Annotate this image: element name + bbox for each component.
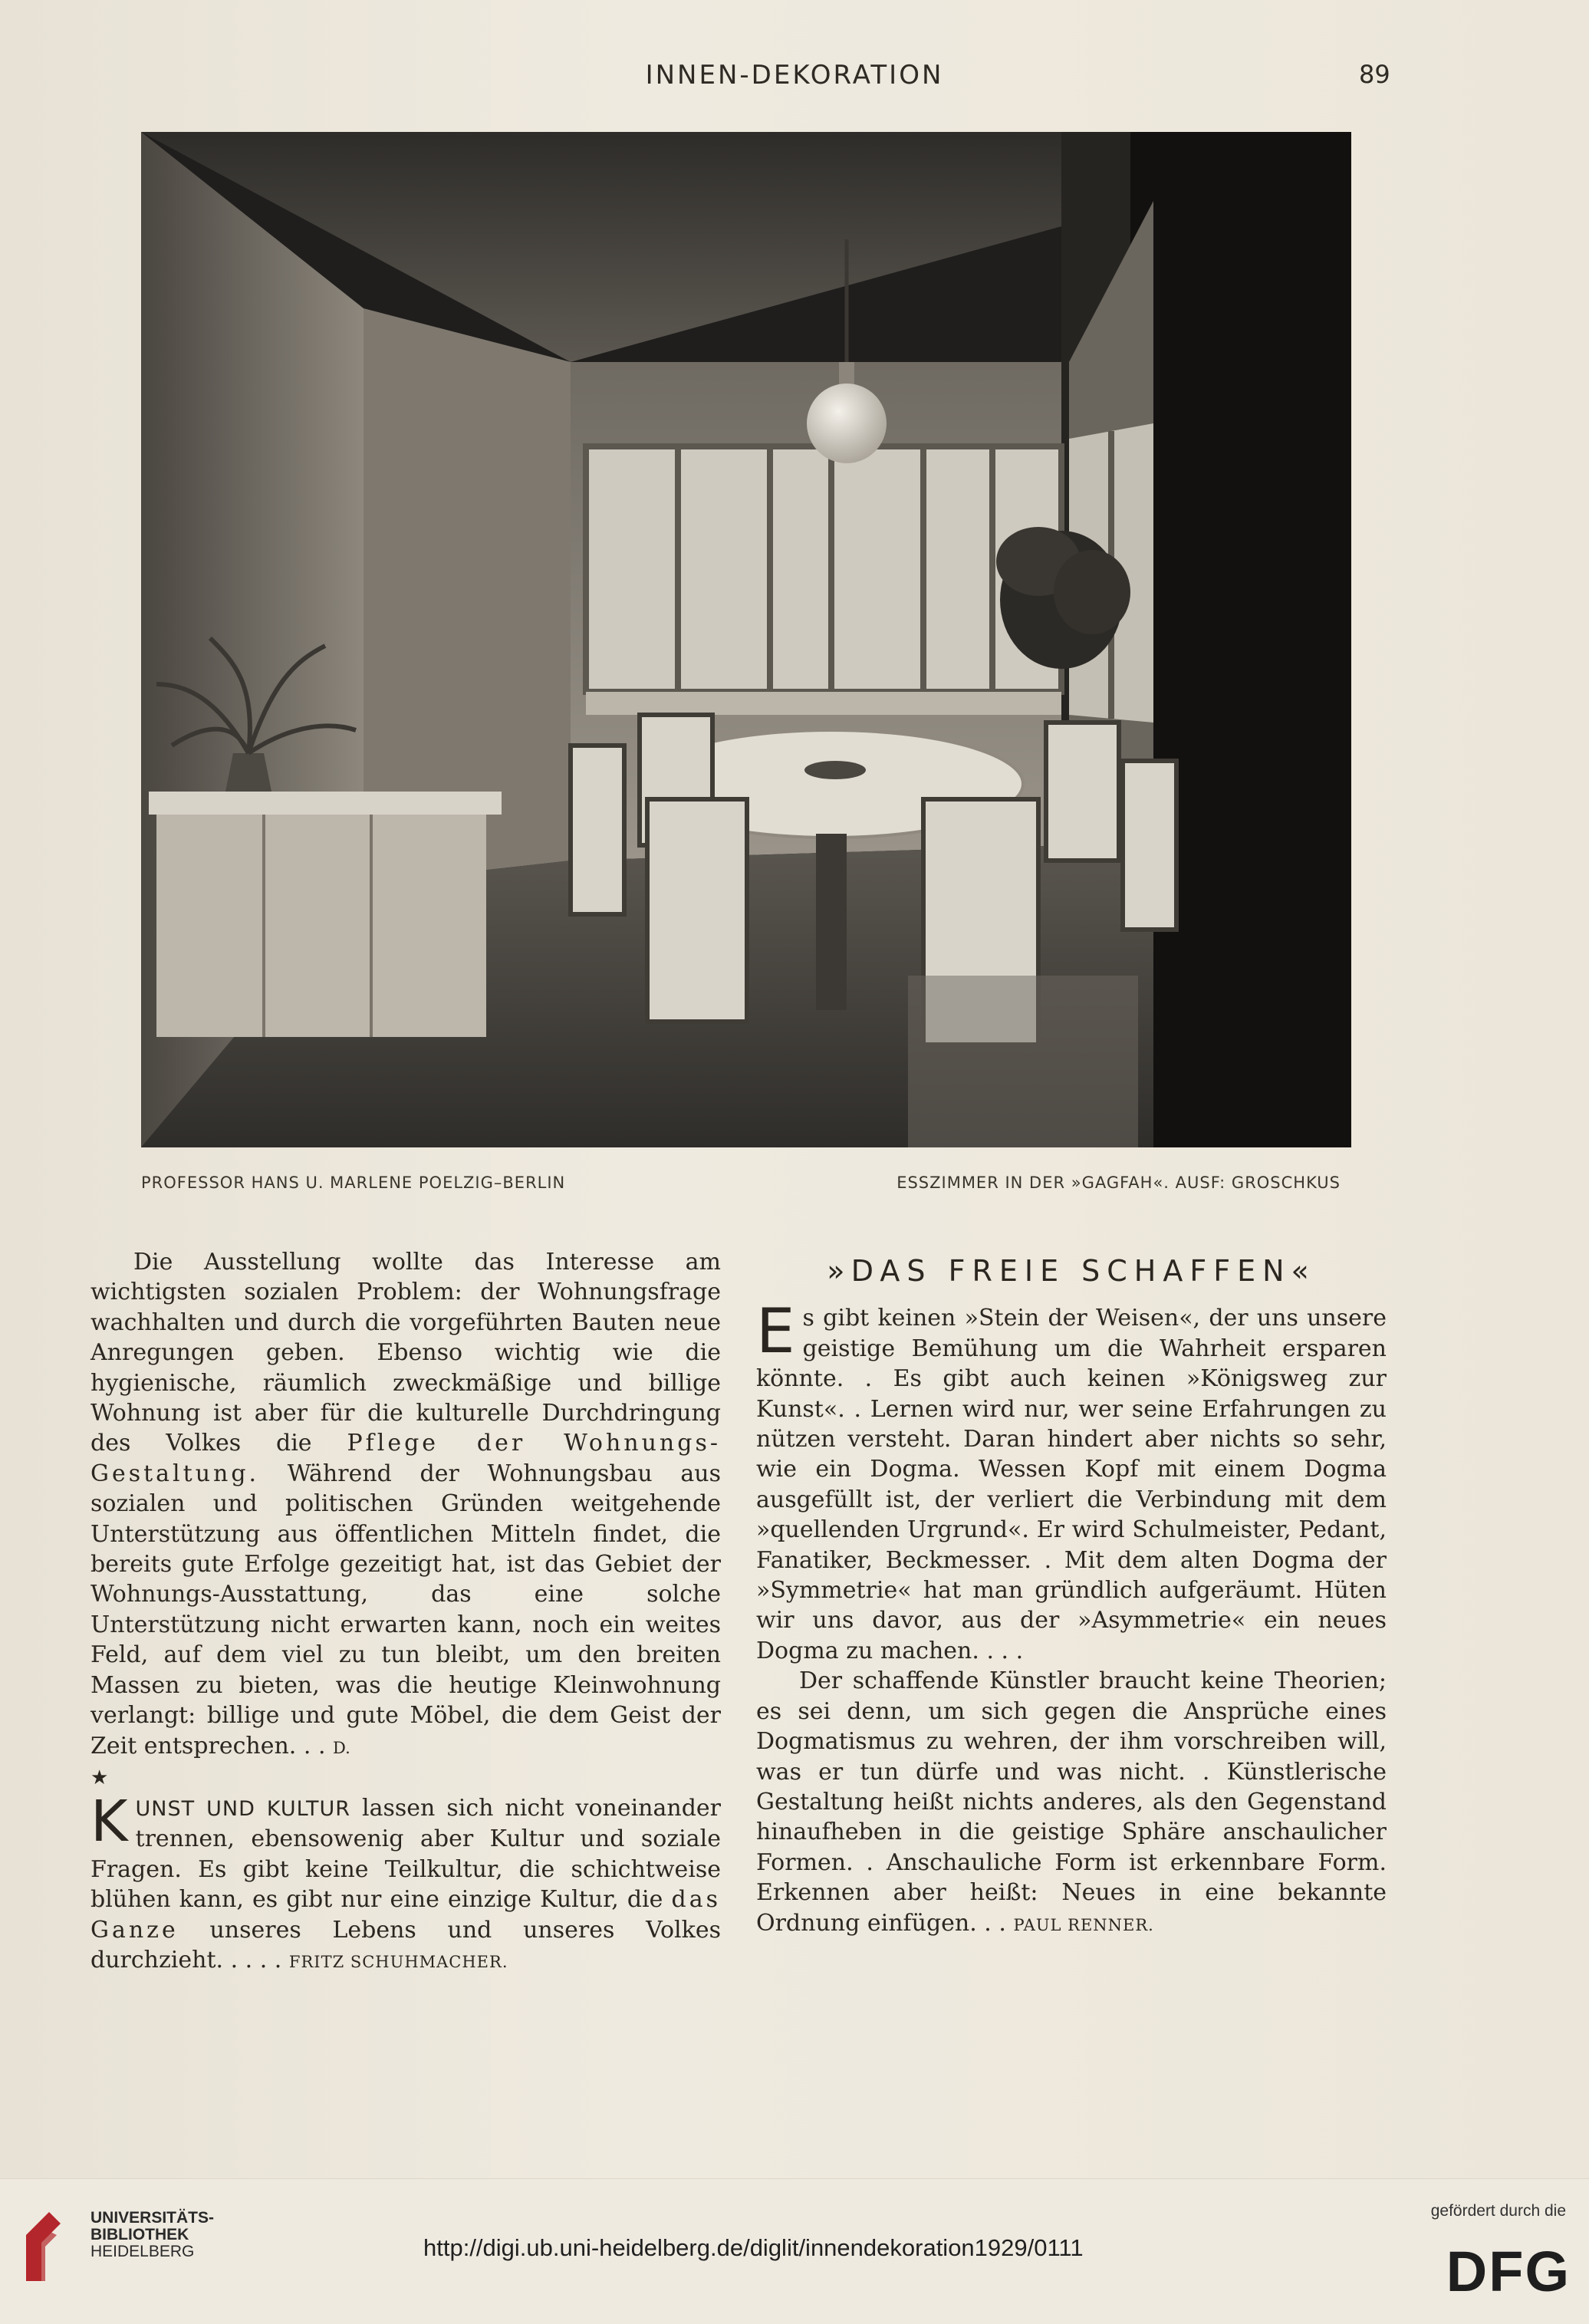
article-paragraph-dogma — [756, 1295, 1387, 1666]
paragraph-text: Der schaffende Künstler braucht keine Theorien; es sei denn, um sich gegen die Ansprüche eines Dogmatismus zu wehren, der ihm vorschreiben will, was er tun dürfe und was nicht. . Künstlerische Gestaltung heißt nichts anderes, als den Gegenstand hinaufheben in die geistige Sphäre anschaulicher Formen. . Anschauliche Form ist erkennbare Form. Erkennen aber heißt: Neues in eine bekannte Ordnung einfügen. . . — [756, 1667, 1387, 1937]
library-name-line: UNIVERSITÄTS- — [90, 2209, 215, 2227]
paragraph-text: unseres Lebens und unseres Volkes durchzieht. . . . . — [90, 1916, 721, 1973]
dining-room-photograph — [141, 132, 1351, 1147]
running-head: INNEN-DEKORATION — [645, 60, 944, 91]
paragraph-text: lassen sich nicht voneinander trennen, ebensowenig aber Kultur und soziale Fragen. Es gibt keine Teilkultur, die schichtweise blühen kann, es gibt nur eine einzige Kultur, die — [90, 1794, 721, 1914]
paragraph-text: s gibt keinen »Stein der Weisen«, der uns unsere geistige Bemühung um die Wahrheit ersparen könnte. . Es gibt auch keinen »Königsweg zur Kunst«. . Lernen wird nur, wer seine Erfahrungen zu nützen versteht. Daran hindert aber nichts so sehr, wie ein Dogma. Wessen Kopf mit einem Dogma ausgefüllt ist, der verliert die Verbindung mit dem »quellenden Urgrund«. Er wird Schulmeister, Pedant, Fanatiker, Beckmesser. . Mit dem alten Dogma der »Symmetrie« hat man gründlich aufgeräumt. Hüten wir uns davor, aus der »Asymmetrie« ein neues Dogma zu machen. . . . — [756, 1305, 1387, 1664]
article-paragraph-culture — [90, 1788, 721, 1977]
digitization-footer — [0, 2178, 1589, 2324]
source-url-link[interactable]: http://digi.ub.uni-heidelberg.de/diglit/innendekoration1929/0111 — [423, 2234, 1084, 2261]
drop-capital: K — [90, 1788, 128, 1855]
emphasized-phrase: Pflege der Wohnungs-Gestaltung. — [90, 1430, 721, 1487]
article-paragraph-artist — [756, 1666, 1387, 1941]
author-signature: PAUL RENNER. — [1013, 1915, 1154, 1934]
left-column — [90, 1247, 721, 1977]
caption-room: ESSZIMMER IN DER »GAGFAH«. AUSF: GROSCHKUS — [896, 1174, 1341, 1192]
author-signature: FRITZ SCHUHMACHER. — [288, 1952, 508, 1971]
library-name-line: HEIDELBERG — [90, 2243, 195, 2260]
article-paragraph-exhibition — [90, 1247, 721, 1763]
page-number: 89 — [1359, 60, 1390, 89]
dfg-logo: DFG — [1446, 2240, 1571, 2303]
caption-designer: PROFESSOR HANS U. MARLENE POELZIG–BERLIN — [141, 1174, 566, 1192]
paragraph-text: Die Ausstellung wollte das Interesse am wichtigsten sozialen Problem: der Wohnungsfrage wachhalten und durch die vorgeführten Bauten neue Anregungen geben. Ebenso wichtig wie die hygienische, räumlich zweckmäßige und billige Wohnung ist aber für die kulturelle Durchdringung des Volkes die — [90, 1249, 721, 1457]
emphasized-phrase: das Ganze — [90, 1886, 721, 1944]
lead-in-caps: UNST UND KULTUR — [135, 1796, 351, 1821]
article-heading: »DAS FREIE SCHAFFEN« — [827, 1254, 1316, 1288]
library-logo-icon — [18, 2208, 80, 2288]
library-name — [90, 2210, 214, 2260]
photo-illustration — [141, 132, 1351, 1147]
right-column — [756, 1247, 1387, 1941]
author-initial: D. — [333, 1738, 350, 1757]
funded-by-label: gefördert durch die — [1430, 2202, 1566, 2220]
paragraph-text: Während der Wohnungsbau aus sozialen und politischen Gründen weitgehende Unterstützung aus öffentlichen Mitteln findet, die bereits gute Erfolge gezeitigt hat, ist das Gebiet der Wohnungs-Ausstattung, das eine solche Unterstützung nicht erwarten kann, noch ein weites Feld, auf dem viel zu tun bleibt, um den breiten Massen zu bieten, was die heutige Kleinwohnung verlangt: billige und gute Möbel, die dem Geist der Zeit entsprechen. . . — [90, 1460, 721, 1759]
section-divider-star: ★ — [90, 1766, 109, 1789]
library-name-line: BIBLIOTHEK — [90, 2226, 189, 2243]
drop-capital: E — [756, 1295, 795, 1368]
